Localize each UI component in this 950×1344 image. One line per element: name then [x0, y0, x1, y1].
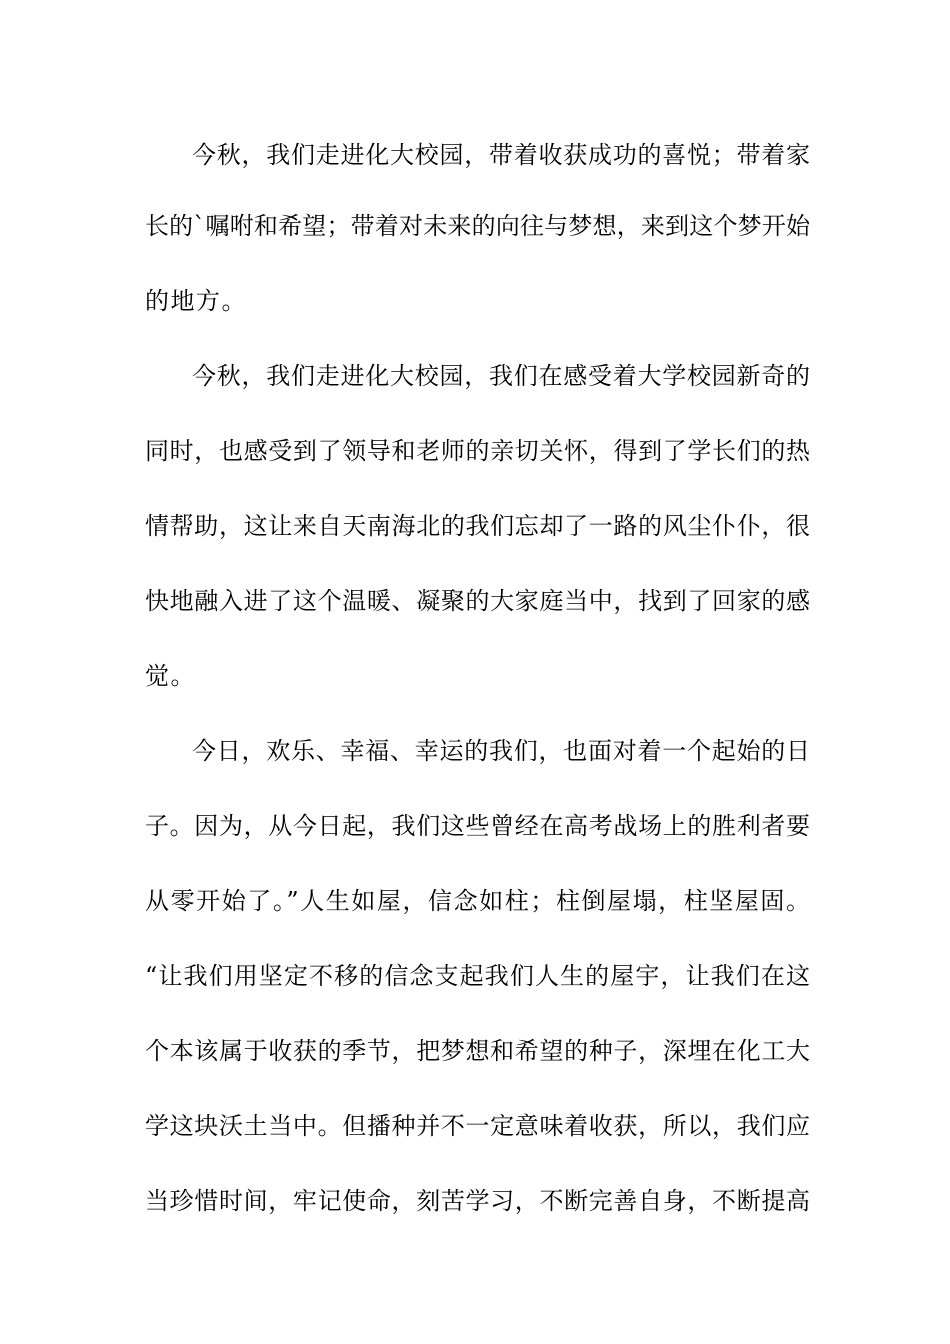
paragraph-3-line-2: 子。因为，从今日起，我们这些曾经在高考战场上的胜利者要 — [145, 812, 810, 840]
paragraph-1-line-1: 今秋，我们走进化大校园，带着收获成功的喜悦；带着家 — [192, 141, 810, 169]
paragraph-2-line-1: 今秋，我们走进化大校园，我们在感受着大学校园新奇的 — [192, 362, 810, 390]
paragraph-3-line-6: 学这块沃土当中。但播种并不一定意味着收获，所以，我们应 — [145, 1112, 810, 1140]
paragraph-1-line-3: 的地方。 — [145, 287, 247, 315]
paragraph-3-line-5: 个本该属于收获的季节，把梦想和希望的种子，深埋在化工大 — [145, 1037, 810, 1065]
paragraph-3-line-7: 当珍惜时间，牢记使命，刻苦学习，不断完善自身，不断提高 — [145, 1187, 810, 1215]
paragraph-2-line-3: 情帮助，这让来自天南海北的我们忘却了一路的风尘仆仆，很 — [145, 512, 810, 540]
paragraph-3-line-3: 从零开始了。”人生如屋，信念如柱；柱倒屋塌，柱坚屋固。 — [145, 887, 810, 915]
paragraph-2-line-4: 快地融入进了这个温暖、凝聚的大家庭当中，找到了回家的感 — [145, 587, 810, 615]
paragraph-1-line-2: 长的`嘱咐和希望；带着对未来的向往与梦想，来到这个梦开始 — [145, 212, 810, 240]
paragraph-2-line-2: 同时，也感受到了领导和老师的亲切关怀，得到了学长们的热 — [145, 437, 810, 465]
paragraph-2-line-5: 觉。 — [145, 662, 196, 690]
paragraph-3-line-1: 今日，欢乐、幸福、幸运的我们，也面对着一个起始的日 — [192, 737, 810, 765]
paragraph-3-line-4: “让我们用坚定不移的信念支起我们人生的屋宇，让我们在这 — [145, 962, 810, 990]
